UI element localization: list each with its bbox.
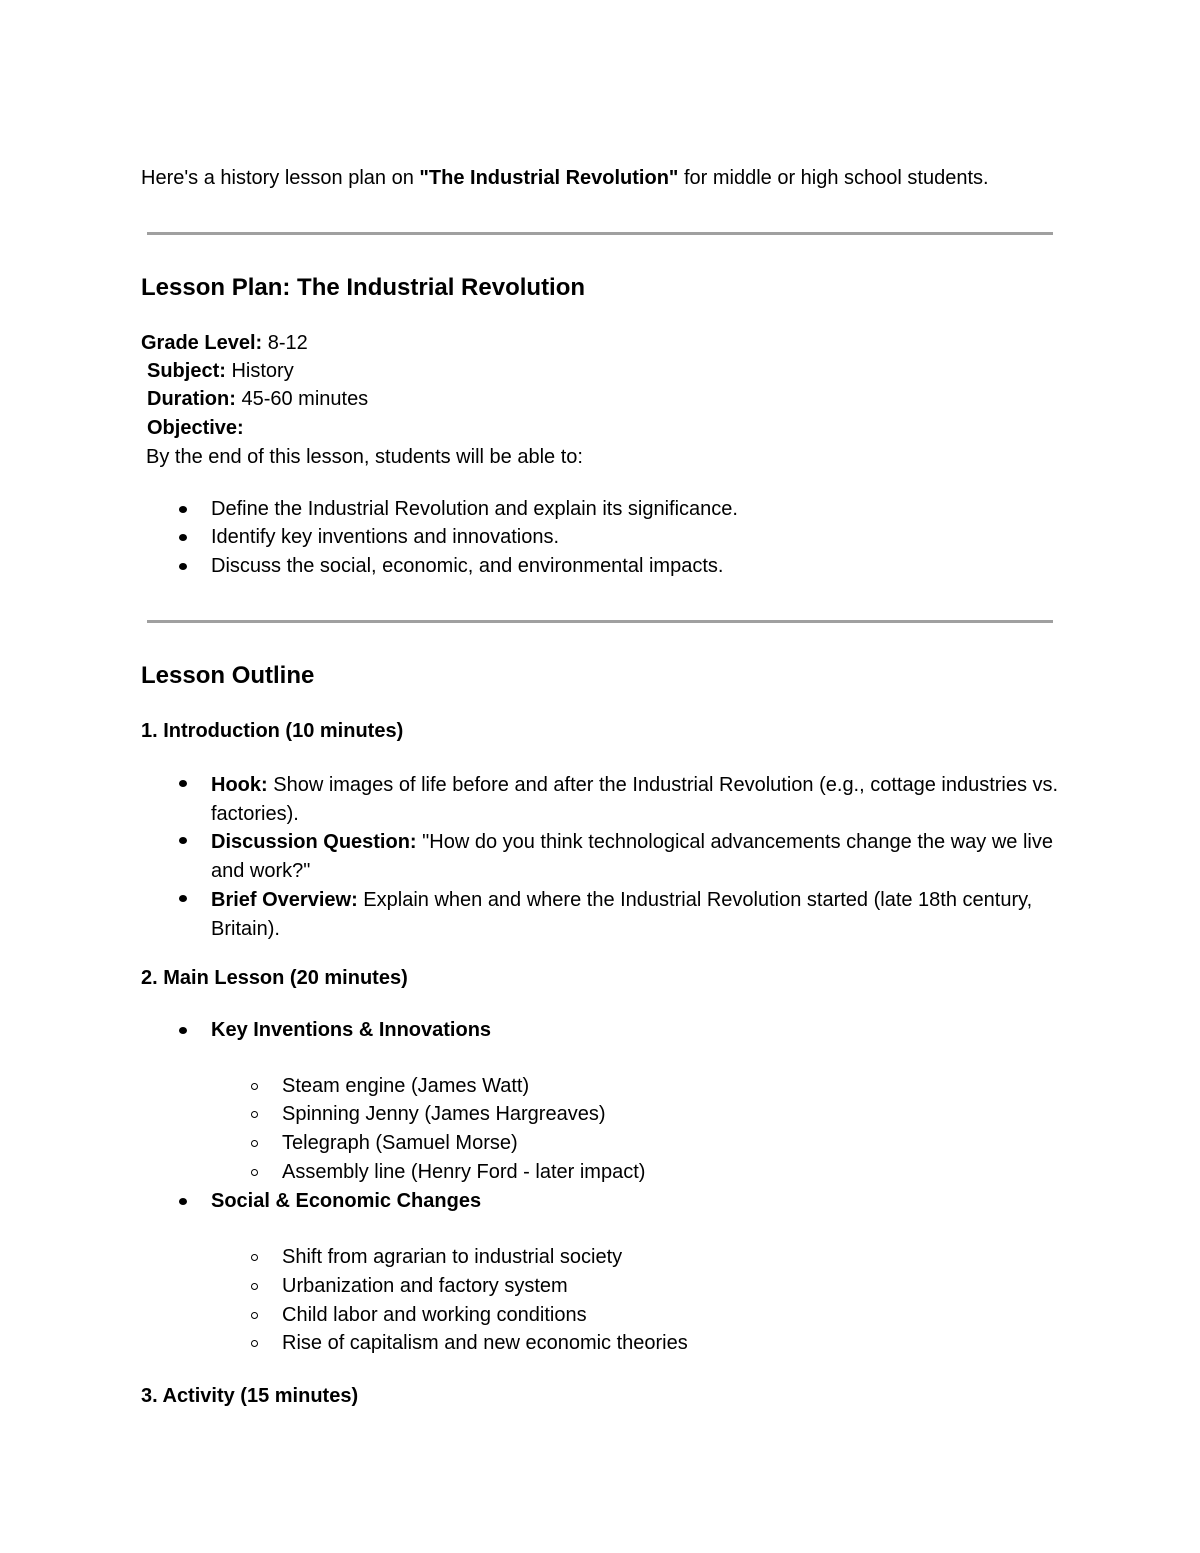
objective-item: Define the Industrial Revolution and explain its significance. bbox=[211, 498, 738, 520]
intro-item-overview: Brief Overview: Explain when and where the Industrial Revolution started (late 18th century, Britain). bbox=[211, 889, 1033, 940]
section-heading-introduction: 1. Introduction (10 minutes) bbox=[141, 720, 404, 742]
bullet-dot bbox=[179, 1198, 187, 1205]
divider-1 bbox=[147, 232, 1053, 235]
hollow-bullet bbox=[251, 1140, 258, 1147]
sub-item: Steam engine (James Watt) bbox=[282, 1075, 530, 1097]
bullet-dot bbox=[179, 563, 187, 570]
grade-level-line bbox=[141, 331, 308, 355]
hollow-bullet bbox=[251, 1312, 258, 1319]
divider-2 bbox=[147, 620, 1053, 623]
bullet-dot bbox=[179, 1027, 187, 1034]
sub-item: Shift from agrarian to industrial society bbox=[282, 1246, 623, 1268]
intro-prefix: Here's a history lesson plan on bbox=[141, 167, 420, 189]
subject-line bbox=[147, 359, 294, 383]
section-heading-main-lesson: 2. Main Lesson (20 minutes) bbox=[141, 967, 408, 989]
hollow-bullet bbox=[251, 1254, 258, 1261]
intro-item-hook: Hook: Show images of life before and after the Industrial Revolution (e.g., cottage industries vs. factories). bbox=[211, 774, 1059, 825]
bullet-dot bbox=[179, 837, 187, 844]
sub-item: Urbanization and factory system bbox=[282, 1275, 568, 1297]
bullet-dot bbox=[179, 534, 187, 541]
section-heading-activity: 3. Activity (15 minutes) bbox=[141, 1385, 359, 1407]
grade-level-value: 8-12 bbox=[262, 332, 308, 354]
duration-value: 45-60 minutes bbox=[235, 388, 369, 410]
intro-suffix: for middle or high school students. bbox=[678, 167, 989, 189]
sub-item: Rise of capitalism and new economic theories bbox=[282, 1332, 688, 1354]
subject-value: History bbox=[225, 360, 294, 382]
sub-item: Spinning Jenny (James Hargreaves) bbox=[282, 1103, 606, 1125]
group-title-social-economic: Social & Economic Changes bbox=[211, 1190, 482, 1212]
hollow-bullet bbox=[251, 1169, 258, 1176]
intro-topic: "The Industrial Revolution" bbox=[419, 167, 679, 189]
sub-item: Telegraph (Samuel Morse) bbox=[282, 1132, 518, 1154]
bullet-dot bbox=[179, 895, 187, 902]
sub-item: Child labor and working conditions bbox=[282, 1304, 587, 1326]
objective-intro: By the end of this lesson, students will be able to: bbox=[146, 446, 583, 468]
objective-item: Identify key inventions and innovations. bbox=[211, 526, 559, 548]
objective-label: Objective: bbox=[147, 417, 244, 439]
sub-item: Assembly line (Henry Ford - later impact) bbox=[282, 1161, 646, 1183]
grade-level-label: Grade Level: bbox=[141, 332, 263, 354]
hollow-bullet bbox=[251, 1083, 258, 1090]
objective-item: Discuss the social, economic, and environmental impacts. bbox=[211, 555, 724, 577]
bullet-dot bbox=[179, 780, 187, 787]
subject-label: Subject: bbox=[147, 360, 226, 382]
hollow-bullet bbox=[251, 1283, 258, 1290]
group-title-inventions: Key Inventions & Innovations bbox=[211, 1019, 492, 1041]
hollow-bullet bbox=[251, 1340, 258, 1347]
bullet-dot bbox=[179, 506, 187, 513]
lesson-outline-title: Lesson Outline bbox=[141, 662, 315, 689]
intro-item-discussion: Discussion Question: "How do you think technological advancements change the way we live and work?" bbox=[211, 831, 1053, 882]
duration-line bbox=[147, 387, 368, 411]
lesson-plan-title: Lesson Plan: The Industrial Revolution bbox=[141, 274, 586, 301]
duration-label: Duration: bbox=[147, 388, 236, 410]
hollow-bullet bbox=[251, 1111, 258, 1118]
intro-sentence bbox=[141, 166, 989, 190]
